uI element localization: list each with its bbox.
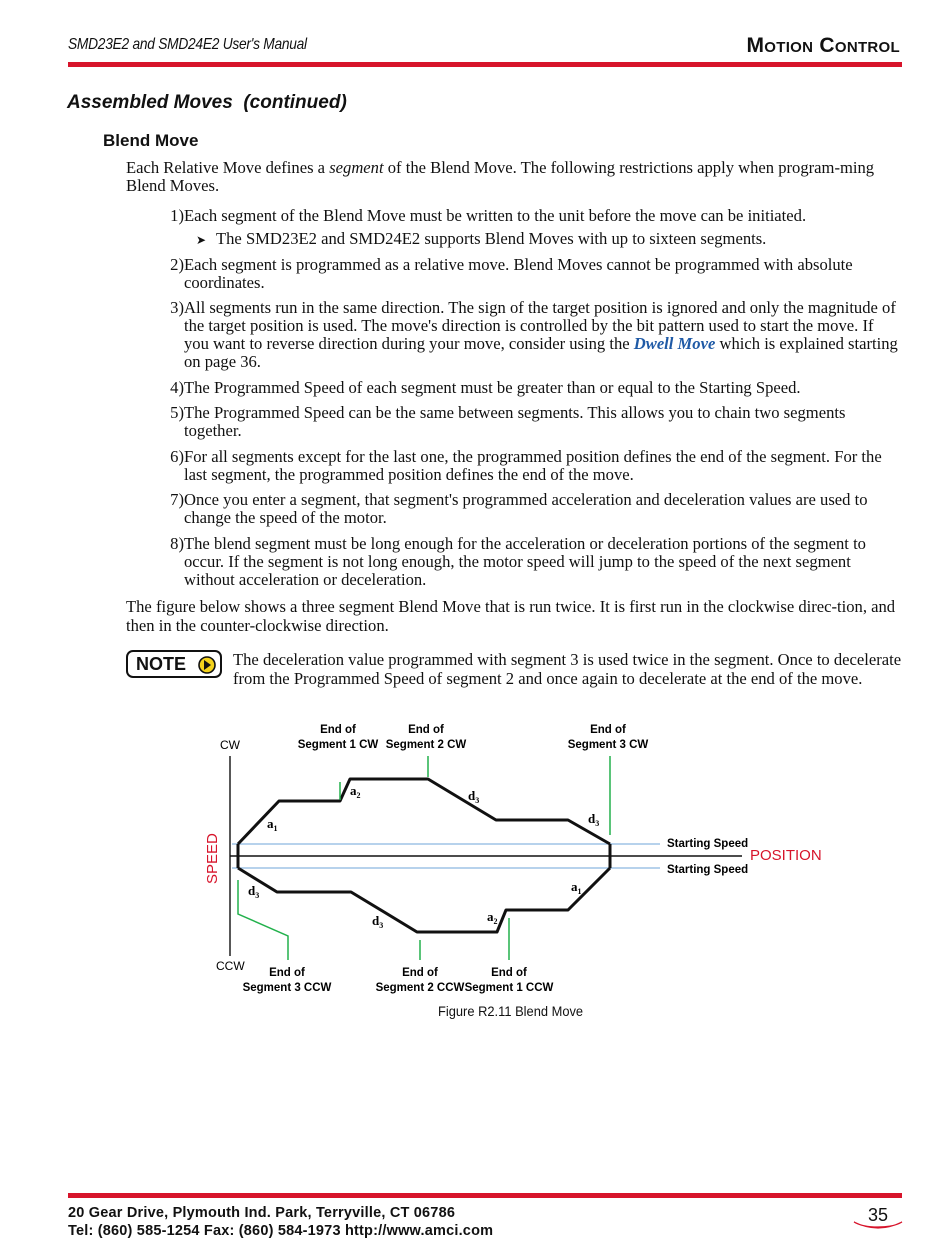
- end-seg2-cw-line2: Segment 2 CW: [385, 739, 467, 751]
- intro-paragraph: Each Relative Move defines a segment of the Blend Move. The following restrictions apply when program-ming Blend Moves.: [126, 158, 875, 195]
- header-rule: [68, 62, 902, 67]
- figure-caption: Figure R2.11 Blend Move: [438, 1003, 584, 1019]
- manual-title: SMD23E2 and SMD24E2 User's Manual: [68, 36, 307, 53]
- end-seg1-cw-line2: Segment 1 CW: [297, 739, 379, 751]
- marker-seg3-ccw: [238, 880, 288, 960]
- arrow-circle-icon: [198, 656, 216, 674]
- end-seg3-ccw-line2: Segment 3 CCW: [242, 982, 332, 994]
- note-text: The deceleration value programmed with segment 3 is used twice in the segment. Once to decelerate from the Programmed Speed of segment 2 and once again to decelerate at the end of the move.: [233, 650, 902, 688]
- end-seg3-cw-line1: End of: [590, 724, 626, 736]
- arrow-icon: ➤: [196, 233, 207, 247]
- accel-label-a1-ccw: $a_1$: [571, 879, 582, 896]
- end-seg3-cw-line2: Segment 3 CW: [567, 739, 649, 751]
- end-seg2-ccw-line2: Segment 2 CCW: [375, 982, 465, 994]
- starting-speed-label-ccw: Starting Speed: [667, 864, 749, 876]
- page-number: 35: [867, 1205, 889, 1225]
- ccw-label: CCW: [216, 959, 245, 973]
- section-title: Assembled Moves (continued): [67, 92, 347, 113]
- speed-axis-label: SPEED: [204, 833, 221, 884]
- footer-rule: [68, 1193, 902, 1198]
- end-seg1-ccw-line1: End of: [491, 967, 527, 979]
- end-seg1-ccw-line2: Segment 1 CCW: [464, 982, 554, 994]
- accel-label-a2-cw: $a_2$: [350, 783, 361, 800]
- page-number-swoosh-icon: [850, 1214, 906, 1230]
- dwell-move-link[interactable]: Dwell Move: [633, 334, 716, 353]
- decel-label-d3-end-cw: $d_3$: [588, 811, 600, 828]
- accel-label-a2-ccw: $a_2$: [487, 909, 498, 926]
- end-seg3-ccw-line1: End of: [269, 967, 305, 979]
- position-axis-label: POSITION: [750, 847, 822, 864]
- accel-label-a1-cw: $a_1$: [267, 816, 278, 833]
- end-seg1-cw-line1: End of: [320, 724, 356, 736]
- decel-label-d3-cw: $d_3$: [468, 788, 480, 805]
- subsection-title: Blend Move: [103, 131, 199, 150]
- cw-label: CW: [220, 738, 240, 752]
- end-seg2-cw-line1: End of: [408, 724, 444, 736]
- end-seg2-ccw-line1: End of: [402, 967, 438, 979]
- decel-label-d3-ccw: $d_3$: [248, 883, 260, 900]
- decel-label-d3-mid-ccw: $d_3$: [372, 913, 384, 930]
- starting-speed-label-cw: Starting Speed: [667, 838, 749, 850]
- footer-address: 20 Gear Drive, Plymouth Ind. Park, Terryville, CT 06786: [68, 1205, 456, 1221]
- section-heading: Motion Control: [746, 34, 900, 57]
- cw-speed-profile: [238, 779, 610, 844]
- footer-contact: Tel: (860) 585-1254 Fax: (860) 584-1973 http://www.amci.com: [68, 1223, 494, 1239]
- note-badge: NOTE: [126, 650, 222, 678]
- figure-intro-paragraph: The figure below shows a three segment Blend Move that is run twice. It is first run in the clockwise direc-tion, and then in the counter-clockwise direction.: [126, 597, 896, 635]
- ccw-speed-profile: [238, 868, 610, 932]
- sub-bullet: ➤ The SMD23E2 and SMD24E2 supports Blend Moves with up to sixteen segments.: [196, 229, 767, 248]
